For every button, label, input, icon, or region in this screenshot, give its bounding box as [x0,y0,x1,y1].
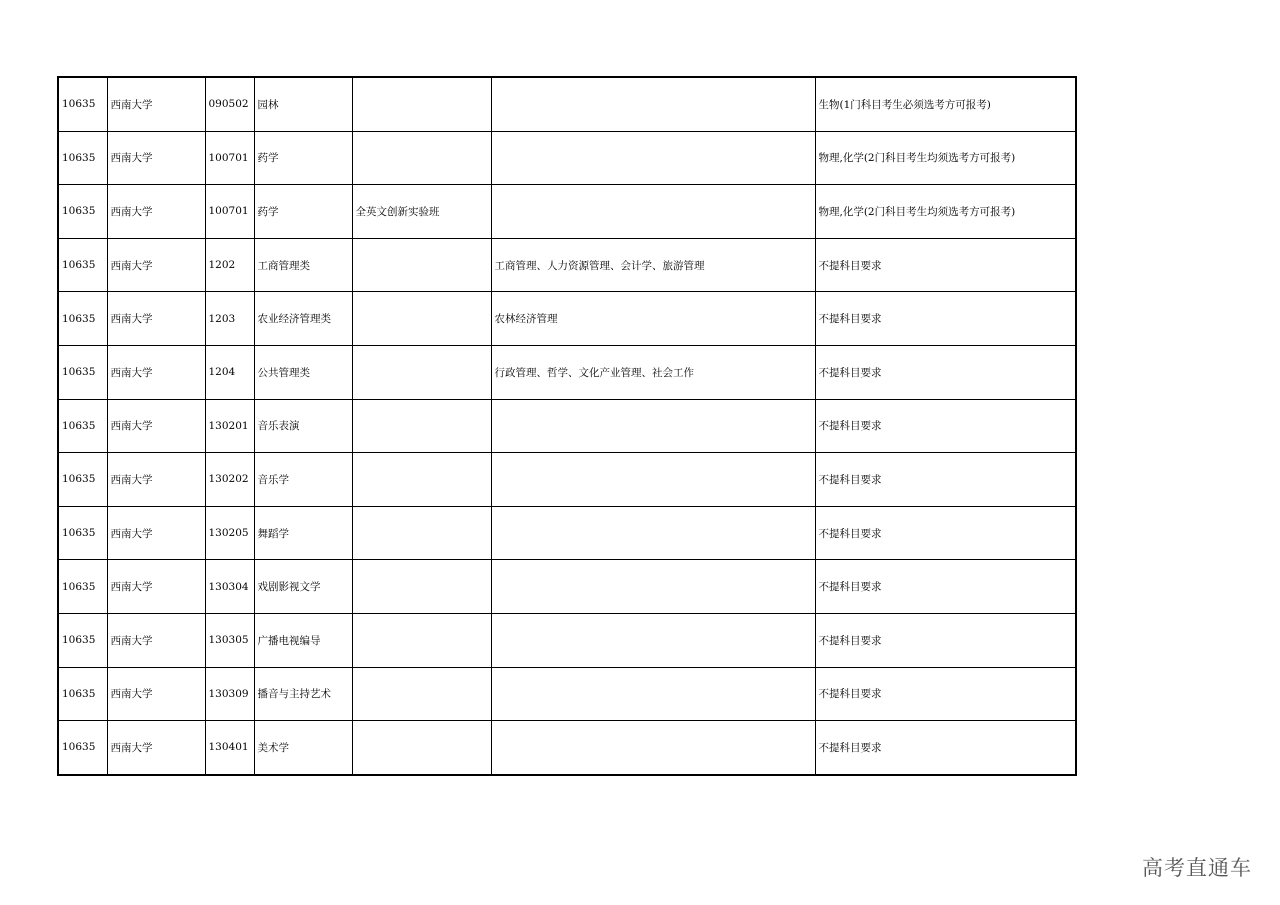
school-name-cell: 西南大学 [107,238,205,292]
major-code-cell: 130201 [205,399,254,453]
school-code-cell: 10635 [58,185,107,239]
major-name-cell: 公共管理类 [254,345,352,399]
subject-requirement-cell: 不提科目要求 [815,453,1076,507]
remark-cell [352,345,491,399]
major-code-cell: 130309 [205,667,254,721]
major-name-cell: 药学 [254,131,352,185]
school-code-cell: 10635 [58,238,107,292]
subject-requirement-cell: 不提科目要求 [815,613,1076,667]
included-majors-cell: 农林经济管理 [491,292,815,346]
remark-cell [352,667,491,721]
school-code-cell: 10635 [58,131,107,185]
subject-requirement-cell: 不提科目要求 [815,506,1076,560]
major-code-cell: 090502 [205,77,254,131]
included-majors-cell [491,185,815,239]
school-code-cell: 10635 [58,77,107,131]
school-code-cell: 10635 [58,613,107,667]
major-name-cell: 美术学 [254,721,352,775]
major-code-cell: 100701 [205,185,254,239]
major-code-cell: 1202 [205,238,254,292]
table-body [58,77,1076,775]
major-name-cell: 音乐表演 [254,399,352,453]
school-name-cell: 西南大学 [107,77,205,131]
included-majors-cell [491,77,815,131]
major-code-cell: 1204 [205,345,254,399]
table-row [58,77,1076,131]
table-row [58,292,1076,346]
school-name-cell: 西南大学 [107,667,205,721]
subject-requirement-cell: 不提科目要求 [815,667,1076,721]
remark-cell [352,721,491,775]
subject-requirements-table [57,76,1077,776]
included-majors-cell: 工商管理、人力资源管理、会计学、旅游管理 [491,238,815,292]
remark-cell [352,238,491,292]
school-code-cell: 10635 [58,721,107,775]
major-name-cell: 园林 [254,77,352,131]
subject-requirement-cell: 不提科目要求 [815,560,1076,614]
subject-requirement-cell: 不提科目要求 [815,292,1076,346]
included-majors-cell [491,667,815,721]
remark-cell [352,506,491,560]
major-name-cell: 农业经济管理类 [254,292,352,346]
major-code-cell: 1203 [205,292,254,346]
major-code-cell: 130305 [205,613,254,667]
major-name-cell: 音乐学 [254,453,352,507]
included-majors-cell [491,453,815,507]
included-majors-cell [491,506,815,560]
remark-cell: 全英文创新实验班 [352,185,491,239]
subject-requirement-cell: 不提科目要求 [815,345,1076,399]
major-name-cell: 工商管理类 [254,238,352,292]
subject-requirement-cell: 物理,化学(2门科目考生均须选考方可报考) [815,131,1076,185]
remark-cell [352,399,491,453]
school-code-cell: 10635 [58,292,107,346]
subject-requirement-cell: 不提科目要求 [815,399,1076,453]
remark-cell [352,560,491,614]
included-majors-cell [491,613,815,667]
school-code-cell: 10635 [58,560,107,614]
watermark-text: 高考直通车 [1142,856,1252,880]
included-majors-cell: 行政管理、哲学、文化产业管理、社会工作 [491,345,815,399]
major-code-cell: 130202 [205,453,254,507]
table-row [58,613,1076,667]
remark-cell [352,131,491,185]
table-row [58,131,1076,185]
table-row [58,345,1076,399]
major-name-cell: 药学 [254,185,352,239]
table-row [58,399,1076,453]
included-majors-cell [491,721,815,775]
major-code-cell: 130205 [205,506,254,560]
table-row [58,185,1076,239]
major-name-cell: 广播电视编导 [254,613,352,667]
remark-cell [352,292,491,346]
school-code-cell: 10635 [58,506,107,560]
remark-cell [352,77,491,131]
subject-requirement-cell: 生物(1门科目考生必须选考方可报考) [815,77,1076,131]
school-name-cell: 西南大学 [107,292,205,346]
table-row [58,560,1076,614]
major-name-cell: 戏剧影视文学 [254,560,352,614]
table-row [58,667,1076,721]
included-majors-cell [491,399,815,453]
school-code-cell: 10635 [58,667,107,721]
subject-requirement-cell: 不提科目要求 [815,238,1076,292]
major-code-cell: 100701 [205,131,254,185]
school-name-cell: 西南大学 [107,560,205,614]
school-name-cell: 西南大学 [107,185,205,239]
school-code-cell: 10635 [58,453,107,507]
major-code-cell: 130401 [205,721,254,775]
included-majors-cell [491,131,815,185]
school-name-cell: 西南大学 [107,613,205,667]
table-row [58,453,1076,507]
subject-requirement-cell: 物理,化学(2门科目考生均须选考方可报考) [815,185,1076,239]
remark-cell [352,453,491,507]
school-code-cell: 10635 [58,345,107,399]
major-name-cell: 舞蹈学 [254,506,352,560]
remark-cell [352,613,491,667]
school-name-cell: 西南大学 [107,721,205,775]
school-name-cell: 西南大学 [107,399,205,453]
subject-requirement-cell: 不提科目要求 [815,721,1076,775]
school-name-cell: 西南大学 [107,345,205,399]
table-row [58,721,1076,775]
major-code-cell: 130304 [205,560,254,614]
school-name-cell: 西南大学 [107,131,205,185]
school-name-cell: 西南大学 [107,453,205,507]
major-name-cell: 播音与主持艺术 [254,667,352,721]
table-row [58,238,1076,292]
school-code-cell: 10635 [58,399,107,453]
school-name-cell: 西南大学 [107,506,205,560]
table-row [58,506,1076,560]
included-majors-cell [491,560,815,614]
